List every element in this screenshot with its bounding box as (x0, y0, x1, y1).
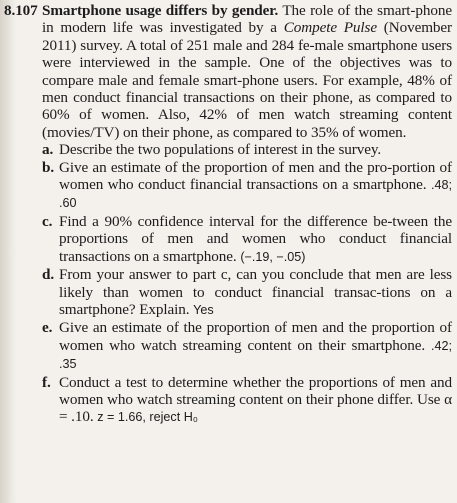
part-question: Give an estimate of the proportion of men and the proportion of women who watch streaming content on their smartphone. (59, 319, 452, 354)
textbook-page (4, 2, 452, 427)
part-answer: z = 1.66, reject H₀ (97, 410, 199, 425)
part-answer: (−.19, −.05) (240, 249, 306, 264)
survey-name: Compete Pulse (283, 19, 377, 37)
problem-number: 8.107 (4, 2, 38, 19)
part-question: Describe the two populations of interest in the survey. (59, 141, 382, 159)
part-f (42, 374, 452, 427)
part-question: Conduct a test to determine whether the proportions of men and women who watch streaming content on their phone differ. Use α = .10. (59, 373, 452, 426)
part-question: Find a 90% confidence interval for the difference be-tween the proportions of men and women who conduct financial transactions on a smartphone. (59, 212, 452, 265)
exercise-parts (42, 141, 452, 427)
problem-intro-part2: (November 2011) survey. A total of 251 male and 284 fe-male smartphone users were interviewed in the sample. One of the objectives was to compare male and female smart-phone users. For example, 48% of men conduct financial transactions on their phone, as compared to 60% of women. Also, 42% of men watch streaming content (movies/TV) on their phone, as compared to 35% of women. (42, 19, 453, 141)
part-answer: Yes (193, 302, 214, 317)
part-letter: f. (42, 373, 51, 391)
exercise-problem (4, 2, 452, 427)
part-d (42, 266, 452, 319)
part-answer: .48; .60 (59, 178, 452, 211)
part-answer: .42; .35 (59, 338, 453, 372)
part-letter: e. (42, 319, 53, 337)
part-question: Give an estimate of the proportion of men and the pro-portion of women who conduct financial transactions on a smartphone. (59, 158, 452, 194)
part-letter: b. (42, 158, 55, 176)
part-a (42, 141, 452, 158)
part-question: From your answer to part c, can you conclude that men are less likely than women to conduct financial transac-tions on a smartphone? Explain. (59, 266, 452, 318)
part-letter: a. (42, 141, 54, 159)
part-e (42, 319, 452, 373)
part-c (42, 213, 452, 266)
part-letter: d. (42, 266, 55, 284)
part-b (42, 159, 452, 213)
problem-intro-part1: The role of the smart-phone in modern life was investigated by a (42, 2, 452, 37)
part-letter: c. (42, 212, 53, 230)
problem-title: Smartphone usage differs by gender. (42, 2, 279, 19)
